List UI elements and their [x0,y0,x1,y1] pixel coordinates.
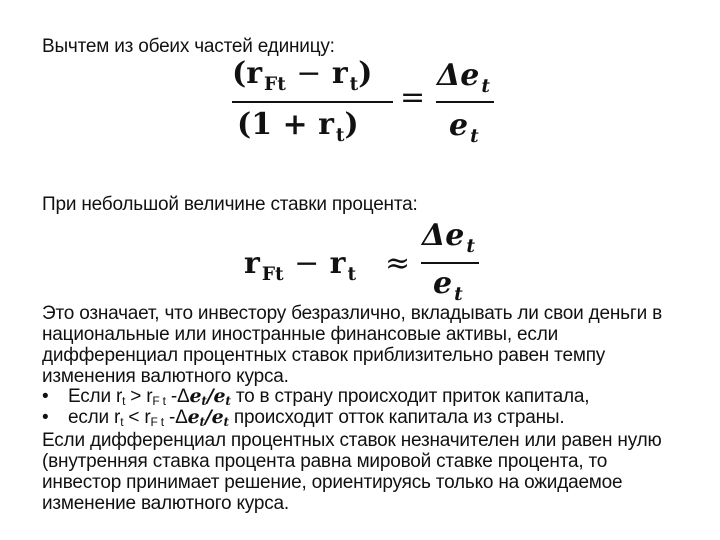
bullet-marker: • [42,407,49,428]
paragraph-2-line: Если дифференциал процентных ставок незначителен или равен нулю [42,430,662,451]
bullet-item: если rt < rF t -Δet/et происходит отток капитала из страны. [68,406,565,429]
bullet-item: Если rt > rF t -Δet/et то в страну происходит приток капитала, [68,385,590,408]
small-rate-text: При небольшой величине ставки процента: [42,194,418,215]
paragraph-2-line: инвестор принимает решение, ориентируясь только на ожидаемое [42,472,623,493]
eq2-rhs-numerator: Δe $_t$ [422,218,475,257]
paragraph-2-line: изменение валютного курса. [42,493,289,514]
paragraph-1-line: Это означает, что инвестору безразлично, вкладывать ли свои деньги в [42,303,662,324]
eq1-rhs-fraction-bar [436,101,494,103]
eq2-fraction-bar [421,262,479,264]
eq2-rhs-denominator: e $_t$ [433,266,463,305]
intro-text: Вычтем из обеих частей единицу: [42,36,335,57]
paragraph-1-line: изменения валютного курса. [42,366,289,387]
paragraph-1-line: национальные или иностранные финансовые активы, если [42,324,559,345]
paragraph-1-line: дифференциал процентных ставок приблизительно равен темпу [42,345,606,366]
eq1-rhs-numerator: Δe $_t$ [437,58,490,97]
eq1-rhs-denominator: e $_t$ [449,108,479,147]
eq2-lhs: r $_{Ft}$ − r $_t$ [244,246,357,285]
paragraph-2-line: (внутренняя ставка процента равна мировой ставке процента, то [42,451,608,472]
bullet-marker: • [42,386,49,407]
eq1-fraction-bar [232,101,393,103]
eq1-numerator: (r $_{Ft}$ − r $_t$) [232,56,373,95]
eq1-equals: = [400,80,426,115]
eq2-approx: ≈ [385,246,411,281]
eq1-denominator: (1 + r $_t$) [237,107,359,146]
